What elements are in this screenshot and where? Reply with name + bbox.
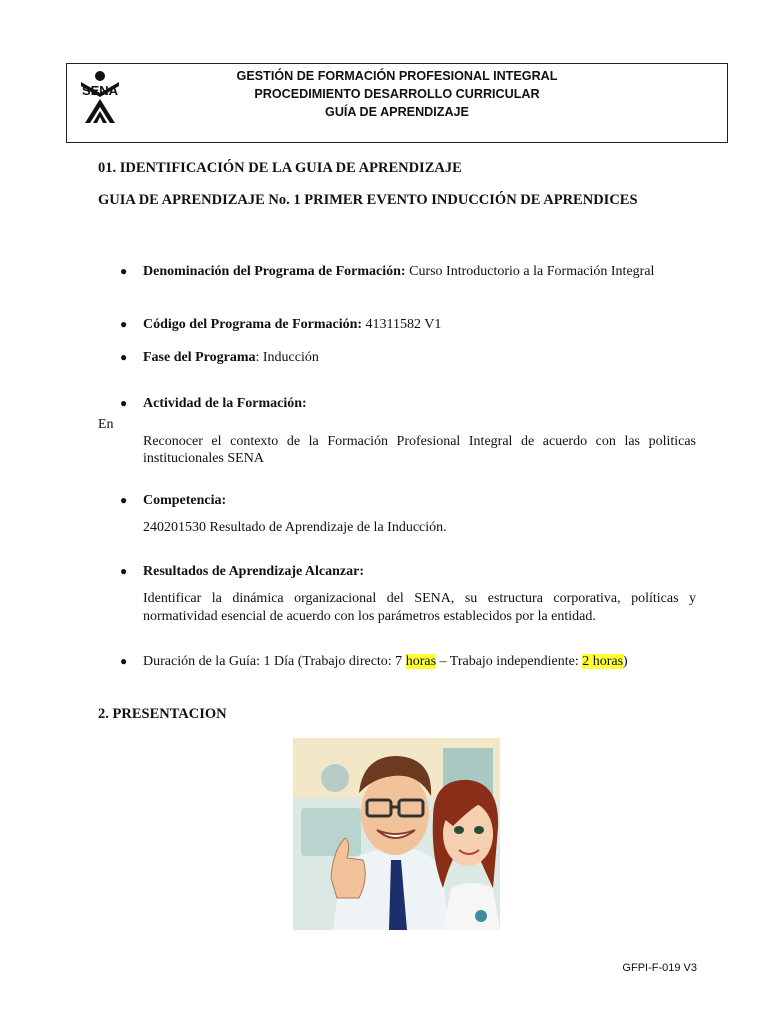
bullet-icon: ● [120, 654, 128, 668]
header-line-3: GUÍA DE APRENDIZAJE [325, 105, 469, 119]
section-1-title: 01. IDENTIFICACIÓN DE LA GUIA DE APRENDIZAJE [98, 160, 462, 176]
bullet-icon: ● [120, 396, 128, 410]
actividad-text: Reconocer el contexto de la Formación Profesional Integral de acuerdo con las politicas institucionales SENA [143, 434, 696, 466]
header-line-2: PROCEDIMIENTO DESARROLLO CURRICULAR [254, 87, 540, 101]
denominacion-label: Denominación del Programa de Formación: [143, 264, 406, 279]
resultados-text: Identificar la dinámica organizacional del SENA, su estructura corporativa, políticas y normatividad esencial de acuerdo con los parámetros establecidos por la entidad. [143, 591, 696, 624]
bullet-icon: ● [120, 564, 128, 578]
list-item-codigo [120, 317, 441, 333]
form-code: GFPI-F-019 V3 [622, 962, 697, 974]
list-item-fase [120, 350, 319, 366]
presentation-illustration [293, 738, 500, 930]
list-item-denominacion [120, 264, 654, 280]
svg-text:SENA: SENA [81, 83, 119, 98]
guide-subtitle: GUIA DE APRENDIZAJE No. 1 PRIMER EVENTO INDUCCIÓN DE APRENDICES [98, 192, 638, 208]
document-header [66, 63, 728, 143]
fase-label: Fase del Programa [143, 350, 256, 365]
codigo-value: 41311582 V1 [362, 317, 442, 332]
list-item-resultados [120, 564, 364, 580]
bullet-icon: ● [120, 317, 128, 331]
competencia-text: 240201530 Resultado de Aprendizaje de la Inducción. [143, 520, 447, 535]
duracion-suffix: ) [623, 654, 628, 669]
denominacion-value: Curso Introductorio a la Formación Integral [405, 264, 655, 279]
section-2-title: 2. PRESENTACION [98, 706, 227, 722]
list-item-duracion [120, 654, 628, 670]
resultados-label: Resultados de Aprendizaje Alcanzar: [143, 564, 365, 579]
duracion-prefix: Duración de la Guía: 1 Día (Trabajo directo: 7 [143, 654, 406, 669]
list-item-competencia [120, 493, 226, 509]
bullet-icon: ● [120, 350, 128, 364]
bullet-icon: ● [120, 493, 128, 507]
header-line-1: GESTIÓN DE FORMACIÓN PROFESIONAL INTEGRAL [236, 69, 558, 83]
competencia-label: Competencia: [143, 493, 227, 508]
actividad-label: Actividad de la Formación: [143, 396, 307, 411]
bullet-icon: ● [120, 264, 128, 278]
duracion-middle: – Trabajo independiente: [436, 654, 583, 669]
fase-value: : Inducción [255, 350, 319, 365]
stray-text: En [98, 417, 114, 432]
list-item-actividad [120, 396, 307, 412]
codigo-label: Código del Programa de Formación: [143, 317, 363, 332]
duracion-highlight-2: 2 horas [582, 654, 624, 669]
duracion-highlight-1: horas [405, 654, 437, 669]
